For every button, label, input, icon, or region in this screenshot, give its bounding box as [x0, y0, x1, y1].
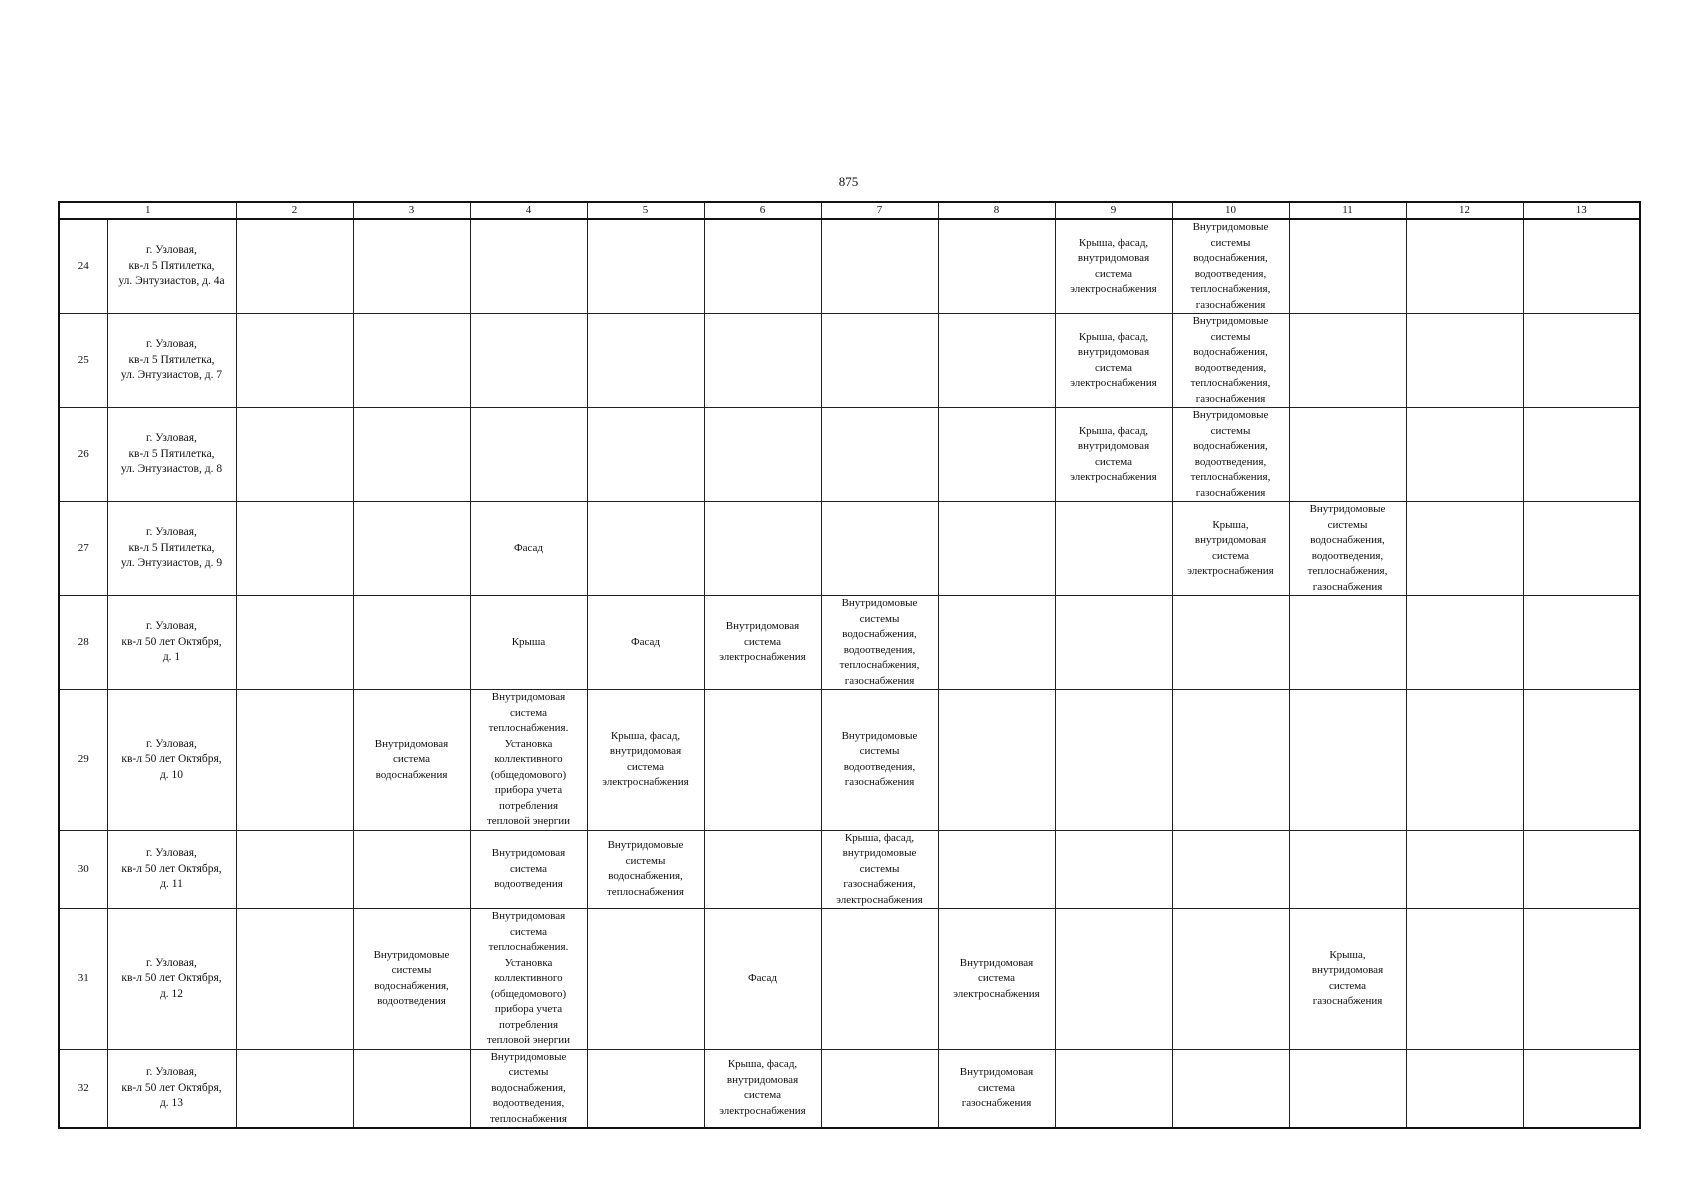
work-cell: Крыша, фасад, внутридомовая система электроснабжения: [704, 1049, 821, 1128]
work-cell: [938, 408, 1055, 502]
column-number: 6: [704, 202, 821, 219]
row-number: 27: [59, 502, 107, 596]
work-cell: [1172, 830, 1289, 909]
work-cell: [1523, 830, 1640, 909]
work-cell: [1172, 909, 1289, 1050]
row-number: 24: [59, 219, 107, 314]
work-cell: [938, 830, 1055, 909]
table-row: [59, 502, 1640, 596]
address-cell: г. Узловая, кв-л 50 лет Октября, д. 11: [107, 830, 236, 909]
work-cell: Внутридомовые системы водоснабжения, водоотведения, теплоснабжения: [470, 1049, 587, 1128]
work-cell: Внутридомовые системы водоснабжения, водоотведения, теплоснабжения, газоснабжения: [821, 596, 938, 690]
work-cell: [1055, 596, 1172, 690]
table-row: [59, 596, 1640, 690]
work-cell: [236, 596, 353, 690]
row-number: 28: [59, 596, 107, 690]
work-cell: [1172, 1049, 1289, 1128]
work-cell: Внутридомовая система теплоснабжения. Установка коллективного (общедомового) прибора учета потребления тепловой энергии: [470, 909, 587, 1050]
table-body: [59, 202, 1640, 1128]
row-number: 30: [59, 830, 107, 909]
work-cell: [587, 219, 704, 314]
work-cell: Крыша, фасад, внутридомовая система электроснабжения: [1055, 408, 1172, 502]
work-cell: Крыша, внутридомовая система электроснабжения: [1172, 502, 1289, 596]
work-cell: [704, 219, 821, 314]
work-cell: [704, 830, 821, 909]
work-cell: [1523, 502, 1640, 596]
work-cell: Внутридомовая система электроснабжения: [938, 909, 1055, 1050]
work-cell: Фасад: [587, 596, 704, 690]
work-cell: [938, 219, 1055, 314]
column-number-row: [59, 202, 1640, 219]
work-cell: [587, 408, 704, 502]
work-cell: Крыша, внутридомовая система газоснабжения: [1289, 909, 1406, 1050]
work-cell: [1406, 830, 1523, 909]
work-cell: [1406, 690, 1523, 831]
work-cell: [470, 408, 587, 502]
work-cell: [1406, 408, 1523, 502]
table-row: [59, 1049, 1640, 1128]
work-cell: Внутридомовая система теплоснабжения. Установка коллективного (общедомового) прибора учета потребления тепловой энергии: [470, 690, 587, 831]
row-number: 25: [59, 314, 107, 408]
address-cell: г. Узловая, кв-л 5 Пятилетка, ул. Энтузиастов, д. 9: [107, 502, 236, 596]
column-number: 8: [938, 202, 1055, 219]
work-cell: [1172, 690, 1289, 831]
work-cell: [938, 596, 1055, 690]
work-cell: Крыша, фасад, внутридомовые системы газоснабжения, электроснабжения: [821, 830, 938, 909]
column-number: 12: [1406, 202, 1523, 219]
work-cell: [704, 408, 821, 502]
work-cell: [236, 502, 353, 596]
work-cell: Внутридомовые системы водоснабжения, водоотведения, теплоснабжения, газоснабжения: [1289, 502, 1406, 596]
work-cell: [1406, 909, 1523, 1050]
table-row: [59, 690, 1640, 831]
work-cell: [1523, 909, 1640, 1050]
work-cell: Крыша, фасад, внутридомовая система электроснабжения: [587, 690, 704, 831]
work-cell: [1289, 219, 1406, 314]
work-cell: [236, 219, 353, 314]
work-cell: [938, 502, 1055, 596]
work-cell: [587, 502, 704, 596]
work-cell: [1055, 1049, 1172, 1128]
work-cell: [353, 830, 470, 909]
column-number: 11: [1289, 202, 1406, 219]
work-cell: [1523, 690, 1640, 831]
column-number: 4: [470, 202, 587, 219]
table-row: [59, 909, 1640, 1050]
work-cell: Крыша, фасад, внутридомовая система электроснабжения: [1055, 314, 1172, 408]
address-cell: г. Узловая, кв-л 50 лет Октября, д. 12: [107, 909, 236, 1050]
work-cell: Внутридомовая система электроснабжения: [704, 596, 821, 690]
row-number: 26: [59, 408, 107, 502]
work-cell: [1406, 314, 1523, 408]
work-cell: [236, 314, 353, 408]
work-cell: [1055, 909, 1172, 1050]
work-cell: [353, 408, 470, 502]
row-number: 29: [59, 690, 107, 831]
work-cell: [1406, 219, 1523, 314]
work-cell: Внутридомовая система газоснабжения: [938, 1049, 1055, 1128]
work-cell: [1289, 1049, 1406, 1128]
work-cell: [821, 502, 938, 596]
column-number: 5: [587, 202, 704, 219]
work-cell: [704, 690, 821, 831]
work-cell: Внутридомовые системы водоснабжения, водоотведения: [353, 909, 470, 1050]
work-cell: Внутридомовая система водоотведения: [470, 830, 587, 909]
work-cell: [353, 1049, 470, 1128]
work-cell: Внутридомовые системы водоснабжения, водоотведения, теплоснабжения, газоснабжения: [1172, 314, 1289, 408]
work-cell: [704, 502, 821, 596]
table-row: [59, 408, 1640, 502]
work-cell: [1289, 314, 1406, 408]
work-cell: [1523, 596, 1640, 690]
work-cell: Внутридомовые системы водоснабжения, водоотведения, теплоснабжения, газоснабжения: [1172, 219, 1289, 314]
work-cell: [236, 830, 353, 909]
work-cell: [587, 1049, 704, 1128]
work-cell: [1523, 314, 1640, 408]
column-number: 2: [236, 202, 353, 219]
work-cell: [821, 909, 938, 1050]
work-cell: [821, 1049, 938, 1128]
table-row: [59, 830, 1640, 909]
row-number: 32: [59, 1049, 107, 1128]
work-cell: [1172, 596, 1289, 690]
table-row: [59, 219, 1640, 314]
work-cell: [938, 314, 1055, 408]
work-cell: [704, 314, 821, 408]
work-cell: [353, 502, 470, 596]
work-cell: [236, 909, 353, 1050]
work-cell: [1289, 596, 1406, 690]
work-cell: [1055, 690, 1172, 831]
work-cell: [587, 314, 704, 408]
address-cell: г. Узловая, кв-л 5 Пятилетка, ул. Энтузиастов, д. 7: [107, 314, 236, 408]
work-cell: Фасад: [470, 502, 587, 596]
work-cell: [1406, 1049, 1523, 1128]
work-cell: Крыша: [470, 596, 587, 690]
work-cell: [1406, 596, 1523, 690]
column-number: 9: [1055, 202, 1172, 219]
work-cell: [1289, 408, 1406, 502]
work-cell: [1523, 1049, 1640, 1128]
work-cell: [1289, 830, 1406, 909]
work-cell: [1289, 690, 1406, 831]
work-cell: [938, 690, 1055, 831]
work-cell: Крыша, фасад, внутридомовая система электроснабжения: [1055, 219, 1172, 314]
repair-schedule-table: [58, 201, 1641, 1129]
work-cell: [821, 314, 938, 408]
work-cell: [236, 1049, 353, 1128]
work-cell: Внутридомовые системы водоотведения, газоснабжения: [821, 690, 938, 831]
address-cell: г. Узловая, кв-л 5 Пятилетка, ул. Энтузиастов, д. 4а: [107, 219, 236, 314]
work-cell: Внутридомовая система водоснабжения: [353, 690, 470, 831]
row-number: 31: [59, 909, 107, 1050]
work-cell: [470, 219, 587, 314]
work-cell: Внутридомовые системы водоснабжения, теплоснабжения: [587, 830, 704, 909]
column-number: 7: [821, 202, 938, 219]
work-cell: [353, 219, 470, 314]
work-cell: [1523, 408, 1640, 502]
work-cell: [1055, 830, 1172, 909]
column-number: 10: [1172, 202, 1289, 219]
work-cell: [470, 314, 587, 408]
work-cell: [236, 690, 353, 831]
table-row: [59, 314, 1640, 408]
column-number: 13: [1523, 202, 1640, 219]
column-number: 3: [353, 202, 470, 219]
work-cell: [821, 219, 938, 314]
work-cell: [1523, 219, 1640, 314]
address-cell: г. Узловая, кв-л 50 лет Октября, д. 10: [107, 690, 236, 831]
work-cell: [1406, 502, 1523, 596]
work-cell: [353, 596, 470, 690]
address-cell: г. Узловая, кв-л 50 лет Октября, д. 13: [107, 1049, 236, 1128]
work-cell: [821, 408, 938, 502]
work-cell: Внутридомовые системы водоснабжения, водоотведения, теплоснабжения, газоснабжения: [1172, 408, 1289, 502]
address-cell: г. Узловая, кв-л 50 лет Октября, д. 1: [107, 596, 236, 690]
work-cell: [1055, 502, 1172, 596]
work-cell: Фасад: [704, 909, 821, 1050]
work-cell: [353, 314, 470, 408]
work-cell: [236, 408, 353, 502]
column-number: 1: [59, 202, 236, 219]
work-cell: [587, 909, 704, 1050]
page-number: 875: [838, 174, 859, 189]
address-cell: г. Узловая, кв-л 5 Пятилетка, ул. Энтузиастов, д. 8: [107, 408, 236, 502]
